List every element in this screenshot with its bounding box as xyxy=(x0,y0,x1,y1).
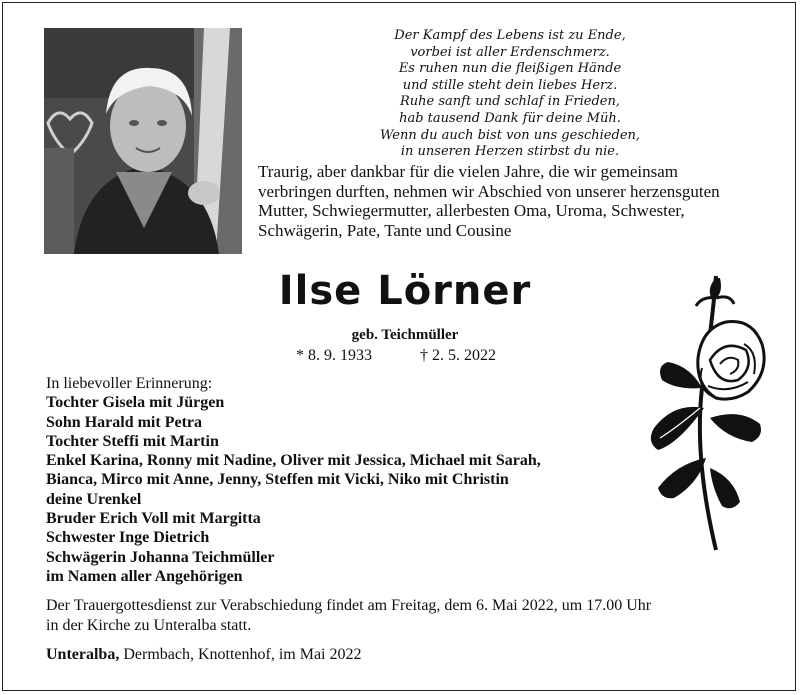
intro-text xyxy=(258,162,778,240)
mourner-line: Enkel Karina, Ronny mit Nadine, Oliver mit Jessica, Michael mit Sarah, xyxy=(46,452,541,470)
poem-line: Es ruhen nun die fleißigen Hände xyxy=(398,61,622,77)
place-rest: Dermbach, Knottenhof, im Mai 2022 xyxy=(119,646,362,663)
poem-line: hab tausend Dank für deine Müh. xyxy=(399,110,621,126)
poem-line: und stille steht dein liebes Herz. xyxy=(402,77,618,93)
intro-line: Schwägerin, Pate, Tante und Cousine xyxy=(258,220,512,240)
place-and-date xyxy=(46,646,362,664)
mourners-list xyxy=(46,374,541,586)
town-name: Unteralba, xyxy=(46,646,120,663)
intro-line: Traurig, aber dankbar für die vielen Jahre, die wir gemeinsam xyxy=(258,162,678,181)
mourner-line: Bianca, Mirco mit Anne, Jenny, Steffen mit Vicki, Niko mit Christin xyxy=(46,471,509,489)
deceased-name: Ilse Lörner xyxy=(278,268,532,314)
poem-line: Der Kampf des Lebens ist zu Ende, xyxy=(394,28,626,43)
mourner-line: Schwägerin Johanna Teichmüller xyxy=(46,548,275,566)
mourner-line: Tochter Gisela mit Jürgen xyxy=(46,394,225,412)
poem-line: Ruhe sanft und schlaf in Frieden, xyxy=(400,94,620,110)
mourner-line: Schwester Inge Dietrich xyxy=(46,529,210,547)
service-info xyxy=(46,596,651,635)
service-line: in der Kirche zu Unteralba statt. xyxy=(46,616,252,634)
portrait-photo xyxy=(44,28,242,254)
portrait-illustration xyxy=(44,28,242,254)
poem xyxy=(360,28,660,161)
poem-line: in unseren Herzen stirbst du nie. xyxy=(400,144,620,160)
poem-line: vorbei ist aller Erdenschmerz. xyxy=(410,44,610,60)
maiden-name: geb. Teichmüller xyxy=(351,327,459,343)
mourner-line: im Namen aller Angehörigen xyxy=(46,567,243,585)
rose-illustration xyxy=(620,268,770,558)
mourner-line: Tochter Steffi mit Martin xyxy=(46,432,219,450)
mourner-line: Sohn Harald mit Petra xyxy=(46,413,202,431)
service-line: Der Trauergottesdienst zur Verabschiedung findet am Freitag, dem 6. Mai 2022, um 17.00 Uhr xyxy=(46,597,652,614)
poem-line: Wenn du auch bist von uns geschieden, xyxy=(379,127,641,143)
mourner-line: deine Urenkel xyxy=(46,490,142,508)
death-date: † 2. 5. 2022 xyxy=(420,347,496,364)
mourners-heading: In liebevoller Erinnerung: xyxy=(46,375,213,392)
birth-date: * 8. 9. 1933 xyxy=(296,347,372,364)
intro-line: verbringen durften, nehmen wir Abschied von unserer herzensguten xyxy=(258,181,720,201)
intro-line: Mutter, Schwiegermutter, allerbesten Oma, Uroma, Schwester, xyxy=(258,201,685,220)
mourner-line: Bruder Erich Voll mit Margitta xyxy=(46,510,261,528)
